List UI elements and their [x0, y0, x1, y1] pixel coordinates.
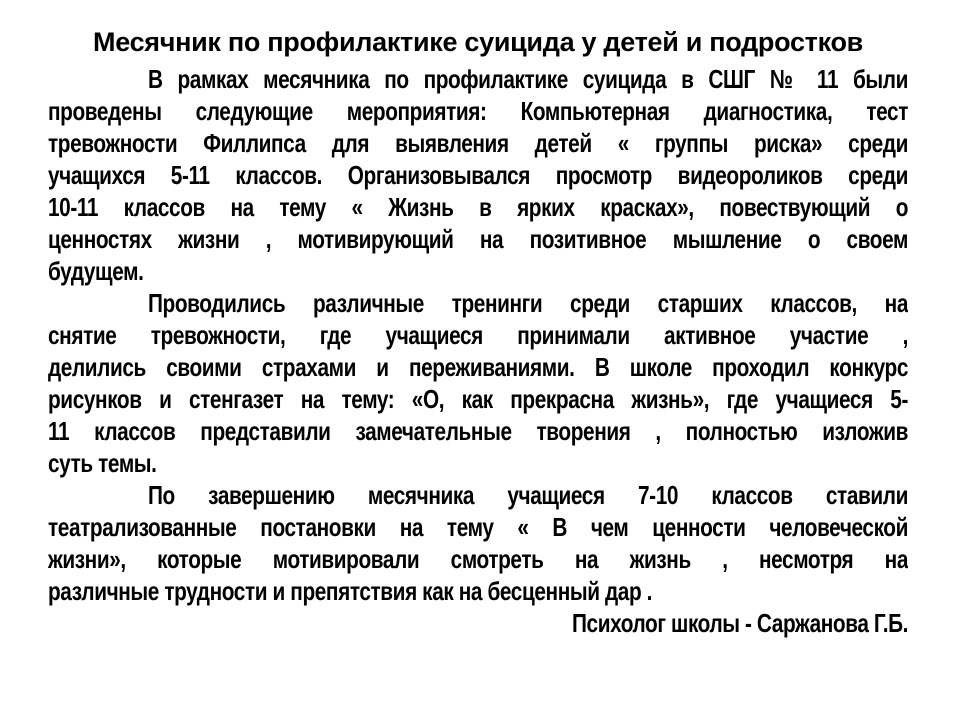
text-line: суть темы. [48, 448, 157, 478]
text-line: будущем. [48, 256, 144, 286]
text-line: театрализованные постановки на тему « В чем ценности человеческой [48, 512, 908, 542]
text-line: различные трудности и препятствия как на бесценный дар . [48, 576, 653, 606]
text-line: Проводились различные тренинги среди старших классов, на [148, 288, 908, 318]
text-line: 10-11 классов на тему « Жизнь в ярких красках», повествующий о [48, 192, 908, 222]
signature: Психолог школы - Саржанова Г.Б. [571, 608, 908, 638]
text-line: проведены следующие мероприятия: Компьютерная диагностика, тест [48, 96, 908, 126]
document-body [48, 0, 908, 639]
text-line: ценностях жизни , мотивирующий на позитивное мышление о своем [48, 224, 908, 254]
text-line: По завершению месячника учащиеся 7-10 классов ставили [148, 480, 908, 510]
text-line: жизни», которые мотивировали смотреть на жизнь , несмотря на [48, 544, 908, 574]
paragraph-1 [48, 63, 908, 287]
paragraph-3 [48, 479, 908, 607]
document-text [48, 63, 908, 639]
text-line: снятие тревожности, где учащиеся принимали активное участие , [48, 320, 908, 350]
text-line: тревожности Филлипса для выявления детей « группы риска» среди [48, 128, 908, 158]
text-line: делились своими страхами и переживаниями. В школе проходил конкурс [48, 352, 908, 382]
text-line: В рамках месячника по профилактике суицида в СШГ № 11 были [148, 64, 908, 94]
document-title: Месячник по профилактике суицида у детей и подростков [93, 27, 863, 57]
text-line: рисунков и стенгазет на тему: «О, как прекрасна жизнь», где учащиеся 5- [48, 384, 908, 414]
paragraph-2 [48, 287, 908, 479]
text-line: 11 классов представили замечательные творения , полностью изложив [48, 416, 908, 446]
text-line: учащихся 5-11 классов. Организовывался просмотр видеороликов среди [48, 160, 908, 190]
